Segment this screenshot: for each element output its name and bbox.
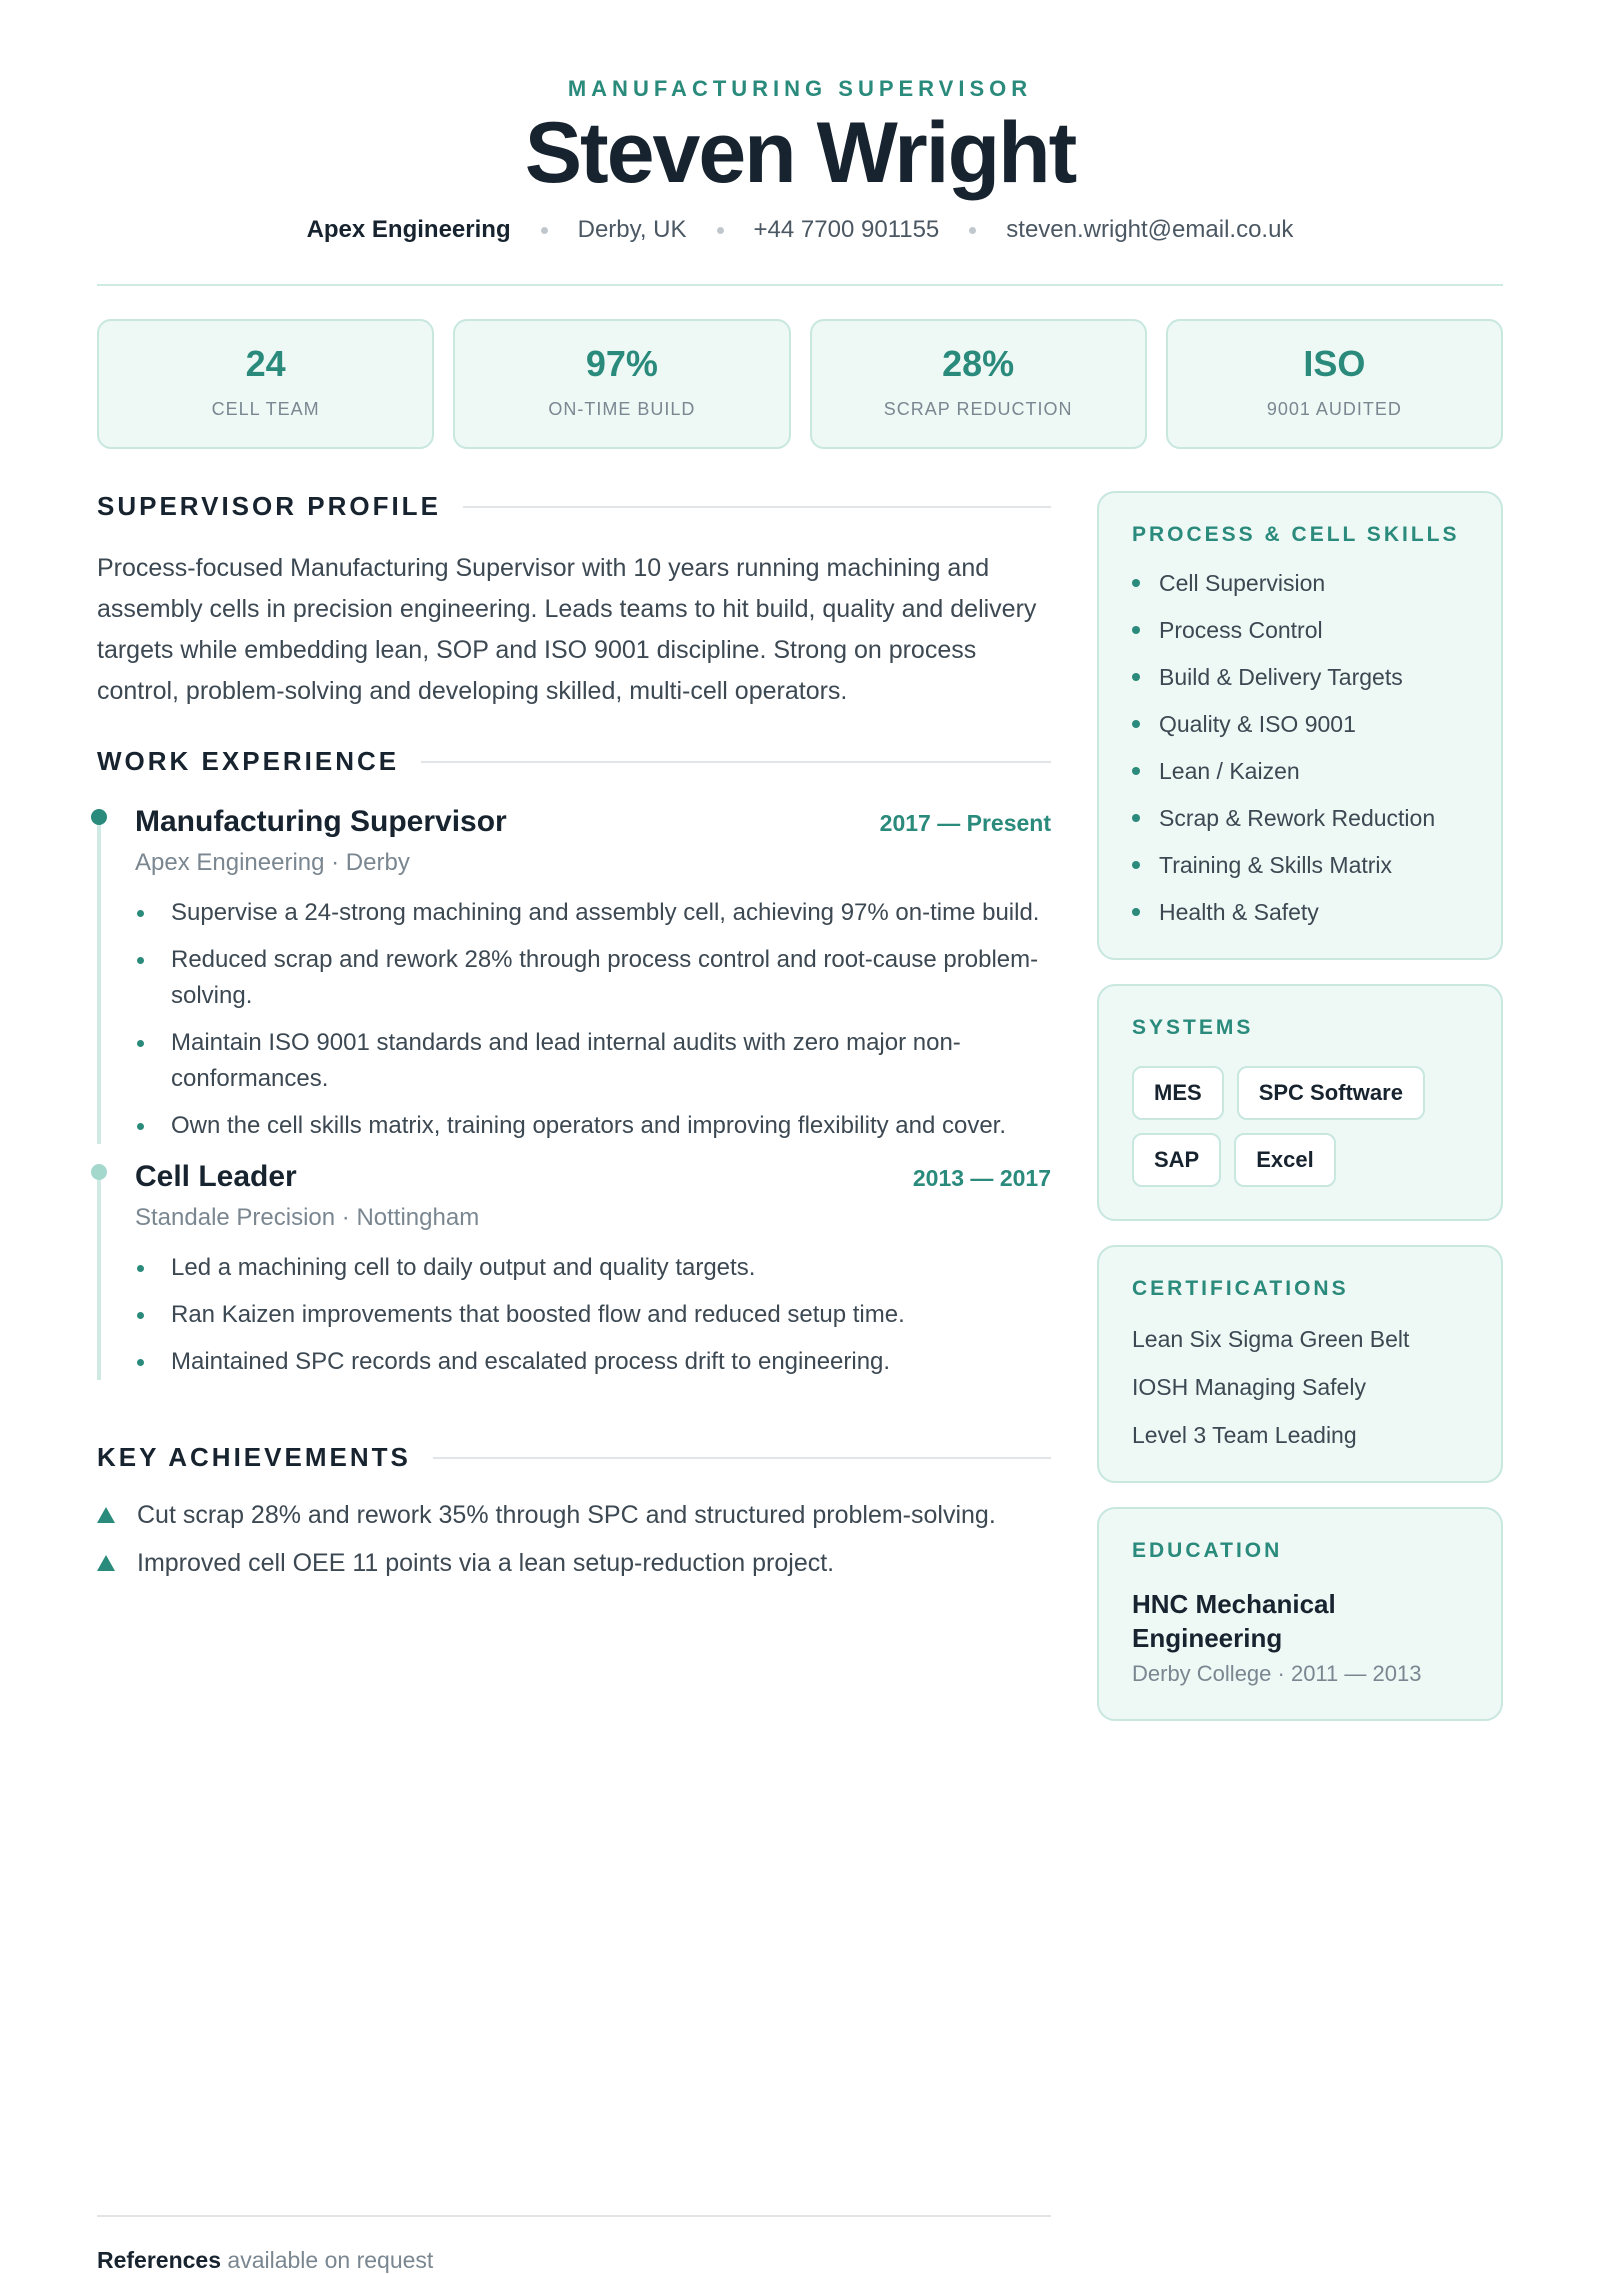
separator-dot-icon bbox=[541, 227, 548, 234]
achievement-text: Cut scrap 28% and rework 35% through SPC and structured problem-solving. bbox=[137, 1501, 996, 1530]
job-bullet: Own the cell skills matrix, training operators and improving flexibility and cover. bbox=[135, 1108, 1051, 1144]
achievements-title: KEY ACHIEVEMENTS bbox=[97, 1442, 411, 1473]
references-rest: available on request bbox=[221, 2247, 434, 2273]
job-dates: 2017 — Present bbox=[879, 810, 1051, 837]
stat-card-cell-team bbox=[97, 319, 434, 449]
system-chip: Excel bbox=[1234, 1133, 1336, 1187]
job-entry bbox=[97, 805, 1051, 1144]
section-rule bbox=[433, 1457, 1051, 1459]
skill-item: Process Control bbox=[1132, 616, 1468, 644]
main-column bbox=[97, 491, 1051, 1745]
job-title: Manufacturing Supervisor bbox=[135, 805, 507, 839]
certifications-title: CERTIFICATIONS bbox=[1132, 1277, 1349, 1301]
profile-section bbox=[97, 491, 1051, 712]
candidate-name: Steven Wright bbox=[524, 105, 1076, 201]
stat-label: 9001 AUDITED bbox=[1266, 399, 1402, 420]
systems-card bbox=[1097, 984, 1503, 1221]
job-bullets bbox=[135, 1250, 1051, 1380]
timeline-dot-icon bbox=[91, 809, 107, 825]
job-header bbox=[135, 1160, 1051, 1194]
profile-text: Process-focused Manufacturing Supervisor with 10 years running machining and assembly cells in precision engineering. Leads teams to hit build, quality and delivery targets while embedding lean, SOP and ISO 9001 discipline. Strong on process control, problem-solving and developing skilled, multi-cell operators. bbox=[97, 554, 1037, 706]
separator-dot-icon bbox=[969, 227, 976, 234]
job-title: Cell Leader bbox=[135, 1160, 297, 1194]
skill-item: Cell Supervision bbox=[1132, 569, 1468, 597]
footer-divider bbox=[97, 2215, 1051, 2217]
contact-company: Apex Engineering bbox=[306, 216, 511, 244]
contact-phone: +44 7700 901155 bbox=[753, 216, 940, 244]
stats-row bbox=[97, 319, 1503, 449]
section-heading bbox=[97, 1442, 1051, 1473]
skills-card bbox=[1097, 491, 1503, 960]
skills-title: PROCESS & CELL SKILLS bbox=[1132, 523, 1460, 547]
profile-title: SUPERVISOR PROFILE bbox=[97, 491, 441, 522]
section-heading bbox=[97, 746, 1051, 777]
experience-section bbox=[97, 746, 1051, 1380]
achievement-item bbox=[97, 1545, 1051, 1581]
separator-dot-icon bbox=[717, 227, 724, 234]
job-bullet: Maintained SPC records and escalated process drift to engineering. bbox=[135, 1344, 1051, 1380]
contact-location: Derby, UK bbox=[577, 216, 687, 244]
triangle-up-icon bbox=[97, 1555, 115, 1571]
job-bullets bbox=[135, 895, 1051, 1144]
job-organization: Apex Engineering · Derby bbox=[135, 849, 410, 877]
section-rule bbox=[421, 761, 1051, 763]
education-degree: HNC Mechanical Engineering bbox=[1132, 1589, 1336, 1654]
certification-item: IOSH Managing Safely bbox=[1132, 1374, 1366, 1401]
education-title: EDUCATION bbox=[1132, 1539, 1283, 1563]
certifications-list bbox=[1132, 1325, 1468, 1449]
stat-label: SCRAP REDUCTION bbox=[883, 399, 1073, 420]
job-entry bbox=[97, 1160, 1051, 1380]
skill-item: Health & Safety bbox=[1132, 898, 1468, 926]
stat-value: ISO bbox=[1303, 343, 1366, 385]
triangle-up-icon bbox=[97, 1507, 115, 1523]
job-bullet: Led a machining cell to daily output and quality targets. bbox=[135, 1250, 1051, 1286]
achievements-list bbox=[97, 1497, 1051, 1581]
achievement-item bbox=[97, 1497, 1051, 1533]
achievements-section bbox=[97, 1442, 1051, 1581]
job-bullet: Ran Kaizen improvements that boosted flow and reduced setup time. bbox=[135, 1297, 1051, 1333]
stat-card-on-time-build bbox=[453, 319, 790, 449]
stat-label: CELL TEAM bbox=[211, 399, 320, 420]
job-dates: 2013 — 2017 bbox=[912, 1165, 1051, 1192]
stat-value: 28% bbox=[942, 343, 1015, 385]
system-chip: SPC Software bbox=[1237, 1066, 1425, 1120]
content-columns bbox=[97, 491, 1503, 1745]
skill-item: Lean / Kaizen bbox=[1132, 757, 1468, 785]
education-meta: Derby College · 2011 — 2013 bbox=[1132, 1661, 1422, 1687]
skills-list bbox=[1132, 569, 1468, 926]
systems-title: SYSTEMS bbox=[1132, 1016, 1254, 1040]
system-chip: SAP bbox=[1132, 1133, 1221, 1187]
stat-value: 97% bbox=[585, 343, 658, 385]
timeline-dot-icon bbox=[91, 1164, 107, 1180]
job-bullet: Supervise a 24-strong machining and assembly cell, achieving 97% on-time build. bbox=[135, 895, 1051, 931]
skill-item: Training & Skills Matrix bbox=[1132, 851, 1468, 879]
experience-title: WORK EXPERIENCE bbox=[97, 746, 400, 777]
skill-item: Build & Delivery Targets bbox=[1132, 663, 1468, 691]
header-divider bbox=[97, 284, 1503, 286]
achievement-text: Improved cell OEE 11 points via a lean setup-reduction project. bbox=[137, 1549, 835, 1578]
contact-email: steven.wright@email.co.uk bbox=[1006, 216, 1294, 244]
skill-item: Quality & ISO 9001 bbox=[1132, 710, 1468, 738]
certifications-card bbox=[1097, 1245, 1503, 1483]
resume-footer bbox=[97, 2215, 1051, 2274]
references-label: References bbox=[97, 2247, 222, 2273]
job-bullet: Maintain ISO 9001 standards and lead internal audits with zero major non-conformances. bbox=[135, 1025, 1051, 1097]
stat-card-iso bbox=[1166, 319, 1503, 449]
systems-chips bbox=[1132, 1066, 1452, 1187]
stat-label: ON-TIME BUILD bbox=[548, 399, 696, 420]
job-organization: Standale Precision · Nottingham bbox=[135, 1204, 480, 1232]
stat-card-scrap-reduction bbox=[810, 319, 1147, 449]
skill-item: Scrap & Rework Reduction bbox=[1132, 804, 1468, 832]
experience-timeline bbox=[97, 805, 1051, 1380]
certification-item: Level 3 Team Leading bbox=[1132, 1422, 1357, 1449]
timeline-bar bbox=[97, 1170, 101, 1380]
resume-header bbox=[97, 0, 1503, 286]
section-rule bbox=[463, 506, 1051, 508]
contact-line bbox=[97, 216, 1503, 244]
job-role-title: MANUFACTURING SUPERVISOR bbox=[567, 76, 1033, 101]
sidebar-column bbox=[1097, 491, 1503, 1745]
system-chip: MES bbox=[1132, 1066, 1224, 1120]
references-note bbox=[97, 2247, 1051, 2274]
certification-item: Lean Six Sigma Green Belt bbox=[1132, 1326, 1410, 1353]
section-heading bbox=[97, 491, 1051, 522]
job-bullet: Reduced scrap and rework 28% through process control and root-cause problem-solving. bbox=[135, 942, 1051, 1014]
education-card bbox=[1097, 1507, 1503, 1721]
job-header bbox=[135, 805, 1051, 839]
timeline-bar bbox=[97, 815, 101, 1144]
stat-value: 24 bbox=[245, 343, 286, 385]
